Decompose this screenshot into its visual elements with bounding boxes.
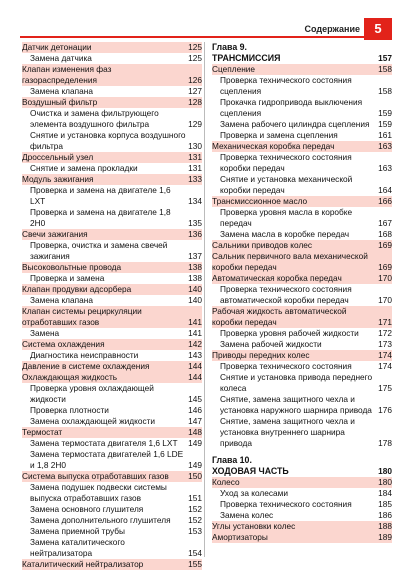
toc-entry[interactable] [22,515,202,526]
toc-entry[interactable] [22,526,202,537]
toc-entry-title: Глава 9. [212,42,247,52]
toc-entry-title: Клапан изменения фаз газораспределения [22,64,112,85]
toc-entry-page: 155 [188,559,202,569]
toc-entry-page: 149 [188,438,202,448]
toc-entry-title: Датчик детонации [22,42,92,52]
toc-entry-page: 137 [188,251,202,261]
toc-entry-title: Проверка плотности [30,405,109,415]
toc-entry-page: 153 [188,526,202,536]
toc-entry-title: Проверка уровня охлаждающей жидкости [30,383,154,404]
toc-entry-title: Замена термостата двигателя 1,6 LXT [30,438,178,448]
toc-entry[interactable] [22,339,202,350]
toc-entry-title: Давление в системе охлаждения [22,361,150,371]
toc-entry-title: Клапан системы рециркуляции отработавших газов [22,306,142,327]
toc-entry[interactable] [22,383,202,405]
toc-entry-page: 154 [188,548,202,558]
toc-entry-title: Проверка технического состояния [220,361,352,371]
toc-entry-page: 144 [188,372,202,382]
toc-entry-page: 138 [188,262,202,272]
toc-entry-page: 140 [188,295,202,305]
toc-entry-title: Снятие и установка привода переднего колеса [220,372,373,393]
toc-entry-page: 138 [188,273,202,283]
toc-entry-page: 163 [378,163,392,173]
toc-entry-page: 176 [378,405,392,415]
toc-entry-page: 184 [378,488,392,498]
toc-entry[interactable] [22,471,202,482]
toc-entry[interactable] [22,405,202,416]
toc-entry-title: Прокачка гидропривода выключения сцепления [220,97,363,118]
toc-entry-page: 178 [378,438,392,448]
toc-entry-page: 188 [378,521,392,531]
toc-entry[interactable] [212,510,392,521]
toc-entry-title: Клапан продувки адсорбера [22,284,132,294]
column-divider [204,42,205,557]
toc-entry-title: Проверка и замена [30,273,105,283]
toc-entry-page: 140 [188,284,202,294]
toc-entry-page: 147 [188,416,202,426]
toc-entry[interactable] [22,350,202,361]
toc-entry-title: Механическая коробка передач [212,141,335,151]
page-number-badge: 5 [364,18,392,40]
toc-entry-title: Проверка технического состояния автоматической коробки передач [220,284,352,305]
toc-entry-page: 169 [378,240,392,250]
toc-entry[interactable] [22,427,202,438]
toc-entry[interactable] [212,488,392,499]
toc-entry-title: Система выпуска отработавших газов [22,471,169,481]
toc-entry-page: 127 [188,86,202,96]
toc-entry-page: 150 [188,471,202,481]
toc-entry-title: Проверка и замена на двигателе 1,6 LXT [30,185,171,206]
toc-entry[interactable] [22,240,202,262]
toc-entry-page: 141 [188,317,202,327]
toc-entry[interactable] [22,97,202,108]
toc-entry-page: 170 [378,273,392,283]
toc-entry-page: 136 [188,229,202,239]
toc-entry[interactable] [212,521,392,532]
toc-entry[interactable] [212,532,392,543]
toc-entry[interactable] [22,438,202,449]
toc-entry[interactable] [22,108,202,130]
toc-entry-page: 185 [378,499,392,509]
toc-entry-title: Сальник первичного вала механической коробки передач [212,251,368,272]
toc-entry[interactable] [212,339,392,350]
toc-entry-page: 125 [188,42,202,52]
toc-entry-page: 133 [188,174,202,184]
toc-entry[interactable] [212,174,392,196]
chapter-heading[interactable] [212,42,392,53]
toc-entry-title: Проверка технического состояния [220,499,352,509]
toc-entry[interactable] [212,119,392,130]
toc-entry-title: Замена клапана [30,295,93,305]
toc-entry-title: ХОДОВАЯ ЧАСТЬ [212,466,289,476]
toc-entry[interactable] [212,141,392,152]
toc-entry-title: Воздушный фильтр [22,97,98,107]
toc-entry-title: Замена каталитического нейтрализатора [30,537,125,558]
toc-entry[interactable] [22,361,202,372]
toc-entry-title: Снятие, замена защитного чехла и установка наружного шарнира привода [220,394,372,415]
toc-entry[interactable] [212,499,392,510]
toc-entry-title: Замена дополнительного глушителя [30,515,171,525]
toc-entry-page: 158 [378,86,392,96]
toc-entry-title: Термостат [22,427,63,437]
toc-entry-page: 152 [188,515,202,525]
toc-entry-title: Охлаждающая жидкость [22,372,118,382]
toc-entry[interactable] [212,229,392,240]
toc-entry-title: Проверка и замена на двигателе 1,8 2H0 [30,207,171,228]
toc-entry[interactable] [22,273,202,284]
toc-entry-title: Сцепление [212,64,256,74]
toc-entry[interactable] [22,53,202,64]
toc-entry-page: 130 [188,141,202,151]
toc-entry[interactable] [22,86,202,97]
toc-entry-page: 151 [188,493,202,503]
toc-entry[interactable] [22,328,202,339]
toc-entry-page: 180 [378,477,392,487]
toc-entry[interactable] [22,295,202,306]
toc-entry-title: Свечи зажигания [22,229,88,239]
toc-entry-page: 167 [378,218,392,228]
toc-entry[interactable] [212,75,392,97]
toc-entry-title: Снятие, замена защитного чехла и установка внутреннего шарнира привода [220,416,355,448]
toc-entry[interactable] [22,559,202,570]
toc-entry[interactable] [22,306,202,328]
toc-entry-page: 131 [188,163,202,173]
toc-entry-title: Диагностика неисправности [30,350,139,360]
toc-entry-title: ТРАНСМИССИЯ [212,53,281,63]
toc-entry[interactable] [22,152,202,163]
header-title: Содержание [304,24,360,34]
toc-entry-title: Проверка уровня рабочей жидкости [220,328,359,338]
toc-entry[interactable] [22,174,202,185]
toc-entry-title: Рабочая жидкость автоматической коробки передач [212,306,347,327]
toc-entry-title: Сальники приводов колес [212,240,313,250]
toc-entry[interactable] [22,42,202,53]
toc-entry-title: Замена подушек подвески системы выпуска отработавших газов [30,482,167,503]
toc-entry-title: Замена датчика [30,53,92,63]
toc-entry-page: 125 [188,53,202,63]
toc-entry-title: Трансмиссионное масло [212,196,308,206]
toc-entry[interactable] [212,251,392,273]
toc-entry-page: 174 [378,350,392,360]
toc-entry[interactable] [212,361,392,372]
toc-entry-title: Очистка и замена фильтрующего элемента воздушного фильтра [30,108,159,129]
toc-entry-title: Колесо [212,477,240,487]
toc-entry-page: 170 [378,295,392,305]
toc-entry-title: Углы установки колес [212,521,296,531]
chapter-heading[interactable] [212,53,392,64]
toc-entry[interactable] [212,130,392,141]
toc-entry[interactable] [212,273,392,284]
toc-entry-page: 173 [378,339,392,349]
toc-entry-title: Приводы передних колес [212,350,310,360]
toc-entry[interactable] [212,152,392,174]
toc-entry[interactable] [212,284,392,306]
toc-entry-page: 158 [378,64,392,74]
toc-entry-page: 186 [378,510,392,520]
toc-entry-title: Замена клапана [30,86,93,96]
toc-entry[interactable] [22,504,202,515]
toc-entry-title: Автоматическая коробка передач [212,273,342,283]
toc-entry-page: 175 [378,383,392,393]
toc-entry[interactable] [212,207,392,229]
toc-entry-page: 149 [188,460,202,470]
toc-entry-title: Высоковольтные провода [22,262,122,272]
toc-entry[interactable] [22,130,202,152]
toc-entry-page: 144 [188,361,202,371]
toc-entry-page: 135 [188,218,202,228]
toc-entry[interactable] [22,449,202,471]
toc-entry[interactable] [212,372,392,394]
page-header [0,0,410,40]
toc-entry[interactable] [212,328,392,339]
chapter-heading[interactable] [212,466,392,477]
toc-entry-page: 142 [188,339,202,349]
toc-entry[interactable] [22,64,202,86]
toc-entry[interactable] [22,482,202,504]
toc-entry-page: 172 [378,328,392,338]
toc-entry-title: Дроссельный узел [22,152,94,162]
toc-entry-title: Замена основного глушителя [30,504,144,514]
toc-entry-page: 128 [188,97,202,107]
toc-column-left [22,42,202,570]
toc-entry-title: Модуль зажигания [22,174,94,184]
toc-entry-page: 180 [378,466,392,476]
toc-entry-title: Уход за колесами [220,488,288,498]
toc-entry-title: Замена термостата двигателей 1,6 LDE и 1,8 2H0 [30,449,184,470]
header-rule [20,36,392,38]
toc-entry-page: 148 [188,427,202,437]
toc-entry-title: Проверка и замена сцепления [220,130,338,140]
toc-entry[interactable] [22,229,202,240]
toc-entry-title: Замена охлаждающей жидкости [30,416,156,426]
toc-entry-title: Каталитический нейтрализатор [22,559,144,569]
toc-entry[interactable] [212,394,392,416]
toc-entry-title: Проверка уровня масла в коробке передач [220,207,353,228]
toc-entry-page: 134 [188,196,202,206]
toc-entry[interactable] [212,306,392,328]
toc-entry-page: 159 [378,119,392,129]
toc-entry-page: 146 [188,405,202,415]
toc-entry[interactable] [22,372,202,383]
toc-entry[interactable] [22,537,202,559]
toc-entry-title: Замена рабочего цилиндра сцепления [220,119,370,129]
toc-entry-page: 166 [378,196,392,206]
toc-entry-page: 143 [188,350,202,360]
toc-entry-title: Замена [30,328,60,338]
toc-entry-page: 164 [378,185,392,195]
toc-entry-page: 189 [378,532,392,542]
toc-entry-page: 157 [378,53,392,63]
toc-entry-title: Проверка технического состояния коробки передач [220,152,352,173]
toc-entry-page: 171 [378,317,392,327]
toc-entry[interactable] [22,416,202,427]
toc-entry[interactable] [212,416,392,449]
toc-entry-page: 145 [188,394,202,404]
toc-entry-page: 141 [188,328,202,338]
toc-entry-title: Снятие и замена прокладки [30,163,138,173]
toc-entry-title: Замена масла в коробке передач [220,229,350,239]
toc-entry-title: Замена приемной трубы [30,526,125,536]
toc-entry[interactable] [22,207,202,229]
toc-column-right [212,42,392,543]
toc-entry-page: 131 [188,152,202,162]
toc-entry-page: 163 [378,141,392,151]
toc-entry-title: Глава 10. [212,455,252,465]
toc-entry-title: Проверка технического состояния сцепления [220,75,352,96]
toc-entry-page: 174 [378,361,392,371]
toc-entry-title: Снятие и установка корпуса воздушного фильтра [30,130,186,151]
toc-entry-page: 161 [378,130,392,140]
toc-entry-page: 129 [188,119,202,129]
toc-entry[interactable] [22,185,202,207]
toc-entry[interactable] [22,262,202,273]
toc-entry-title: Замена рабочей жидкости [220,339,322,349]
chapter-heading[interactable] [212,455,392,466]
toc-entry-title: Амортизаторы [212,532,268,542]
toc-entry[interactable] [212,97,392,119]
toc-entry[interactable] [212,477,392,488]
toc-entry-page: 126 [188,75,202,85]
toc-entry-title: Замена колес [220,510,274,520]
toc-entry[interactable] [22,163,202,174]
toc-entry[interactable] [22,284,202,295]
toc-entry-page: 168 [378,229,392,239]
toc-entry-title: Снятие и установка механической коробки передач [220,174,353,195]
toc-entry[interactable] [212,64,392,75]
toc-entry-page: 159 [378,108,392,118]
toc-entry-title: Система охлаждения [22,339,105,349]
toc-entry[interactable] [212,350,392,361]
toc-entry[interactable] [212,240,392,251]
toc-entry-page: 169 [378,262,392,272]
toc-entry[interactable] [212,196,392,207]
toc-entry-page: 152 [188,504,202,514]
toc-entry-title: Проверка, очистка и замена свечей зажигания [30,240,168,261]
